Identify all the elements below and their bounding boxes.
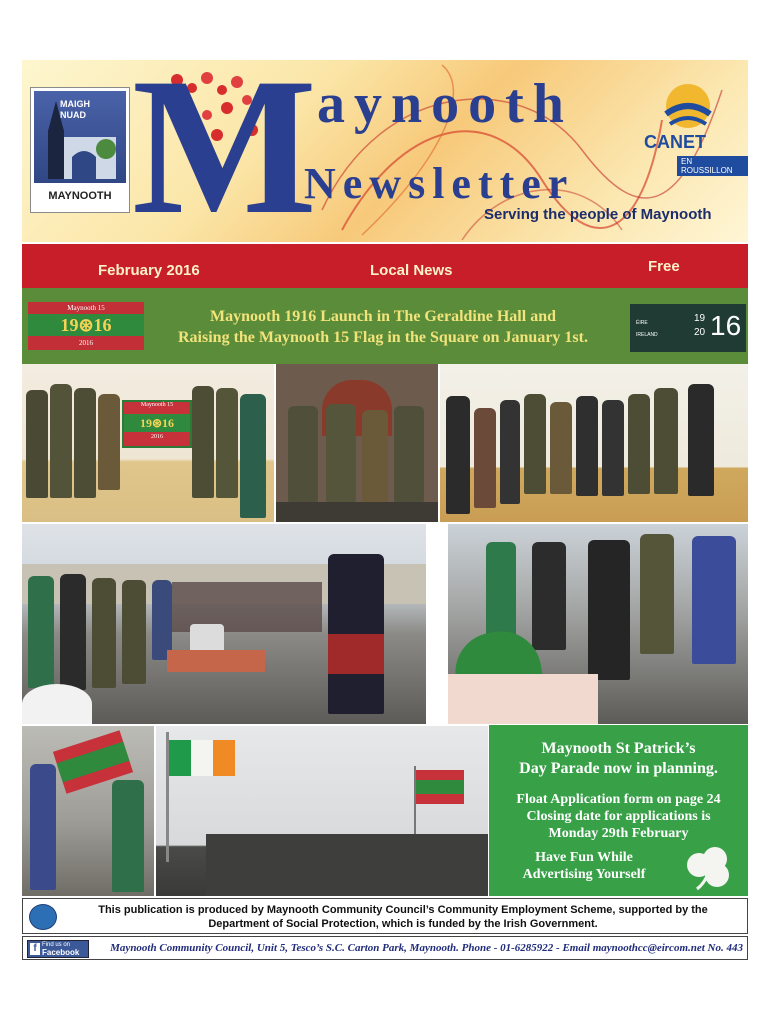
facebook-label: Facebook	[42, 948, 80, 957]
contact-address: Maynooth Community Council, Unit 5, Tesco’s S.C. Carton Park, Maynooth. Phone - 01-6285922 - Email maynoothcc@eircom.net No. 443	[110, 942, 743, 954]
canet-twin-town-logo	[658, 78, 718, 138]
photo-flag-top: Maynooth 15	[140, 402, 174, 408]
title-maynooth: aynooth	[317, 73, 573, 135]
flag-badge-bottom: 2016	[79, 339, 93, 347]
crest-line2: NUAD	[60, 110, 86, 120]
funding-notice-line1: This publication is produced by Maynooth Community Council’s Community Employment Scheme, supported by the	[98, 904, 708, 916]
photo-flag-banner	[122, 400, 192, 448]
maynooth-15-flag-flying	[416, 770, 464, 804]
funding-notice-line2: Department of Social Protection, which is funded by the Irish Government.	[208, 918, 598, 930]
headline	[148, 306, 618, 348]
stpat-heading-line2: Day Parade now in planning.	[519, 760, 718, 777]
eire-label: ÉIRE	[636, 320, 648, 326]
headline-line1: Maynooth 1916 Launch in The Geraldine Hall and	[210, 308, 556, 325]
ireland-label: IRELAND	[636, 332, 658, 338]
photo-flag-ceremony	[448, 524, 748, 724]
shamrock-icon	[675, 843, 741, 891]
crest-line1: MAIGH	[60, 99, 90, 109]
eire-16: 16	[710, 310, 742, 341]
stpat-heading-line1: Maynooth St Patrick’s	[541, 740, 696, 757]
flag-badge-top: Maynooth 15	[67, 304, 105, 312]
eire-19: 19	[694, 313, 706, 324]
flag-badge-year: 19⊛16	[28, 314, 144, 336]
stpat-body-line2: Closing date for applications is	[526, 809, 711, 824]
issue-date: February 2016	[98, 262, 200, 279]
masthead-tagline: Serving the people of Maynooth	[484, 206, 712, 223]
section-label: Local News	[370, 262, 453, 279]
maynooth-crest-logo	[31, 88, 129, 212]
canet-logo-text: CANET	[644, 132, 706, 152]
stpat-body-line1: Float Application form on page 24	[516, 792, 721, 807]
facebook-label-small: Find us on	[42, 942, 71, 948]
photo-flag-year: 19⊛16	[124, 414, 190, 432]
photo-geraldine-hall-launch	[22, 364, 274, 522]
title-newsletter: Newsletter	[304, 159, 575, 208]
eire-20: 20	[694, 327, 706, 338]
photo-flag-bottom: 2016	[151, 434, 163, 440]
community-council-logo-icon	[29, 904, 57, 930]
st-patricks-parade-notice	[489, 725, 748, 896]
crest-caption: MAYNOOTH	[34, 183, 126, 209]
photo-flags-on-roof	[156, 726, 488, 896]
issue-banner	[22, 244, 748, 288]
headline-band	[22, 288, 748, 364]
masthead	[22, 60, 748, 242]
contact-bar	[22, 936, 748, 960]
photo-square-piper	[22, 524, 426, 724]
price-label: Free	[648, 258, 680, 275]
irish-tricolour	[169, 740, 235, 776]
stpat-fun-line2: Advertising Yourself	[522, 867, 646, 882]
maynooth-15-flag-badge	[28, 302, 144, 350]
stpat-body-line3: Monday 29th February	[548, 826, 689, 841]
photo-group-presentation	[440, 364, 748, 522]
ireland-2016-logo	[630, 304, 746, 352]
headline-line2: Raising the Maynooth 15 Flag in the Square on January 1st.	[178, 329, 588, 346]
funding-notice	[22, 898, 748, 934]
title-initial: M	[132, 60, 317, 242]
photo-volunteers-stone-wall	[276, 364, 438, 522]
canet-logo-subtext: EN ROUSSILLON	[677, 156, 748, 176]
stpat-fun-line1: Have Fun While	[535, 850, 633, 865]
facebook-icon[interactable]: Find us on Facebook f	[27, 940, 89, 958]
photo-flag-raising-hall	[22, 726, 154, 896]
